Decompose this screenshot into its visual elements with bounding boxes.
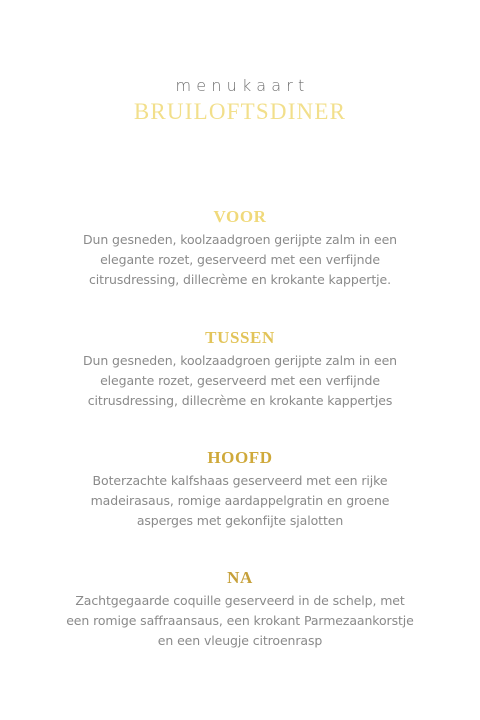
course-voor [0,207,480,290]
course-description-tussen: Dun gesneden, koolzaadgroen gerijpte zalm in een elegante rozet, geserveerd met een verfijnde citrusdressing, dillecrème en krokante kappertjes [82,353,398,408]
course-description-na: Zachtgegaarde coquille geserveerd in de schelp, met een romige saffraansaus, een krokant Parmezaankorstje en een vleugje citroenrasp [66,593,414,648]
course-title-hoofd: HOOFD [207,448,273,467]
menu-header [0,76,480,126]
course-hoofd [0,448,480,531]
menu-title: BRUILOFTSDINER [133,99,347,124]
course-na [0,568,480,651]
course-title-tussen: TUSSEN [205,328,275,347]
course-title-voor: VOOR [213,207,267,226]
menu-subtitle: menukaart [175,76,310,95]
course-description-voor: Dun gesneden, koolzaadgroen gerijpte zalm in een elegante rozet, geserveerd met een verfijnde citrusdressing, dillecrème en krokante kappertje. [82,232,398,287]
course-title-na: NA [227,568,253,587]
course-tussen [0,328,480,411]
course-description-hoofd: Boterzachte kalfshaas geserveerd met een rijke madeirasaus, romige aardappelgratin en groene asperges met gekonfijte sjalotten [90,473,390,528]
